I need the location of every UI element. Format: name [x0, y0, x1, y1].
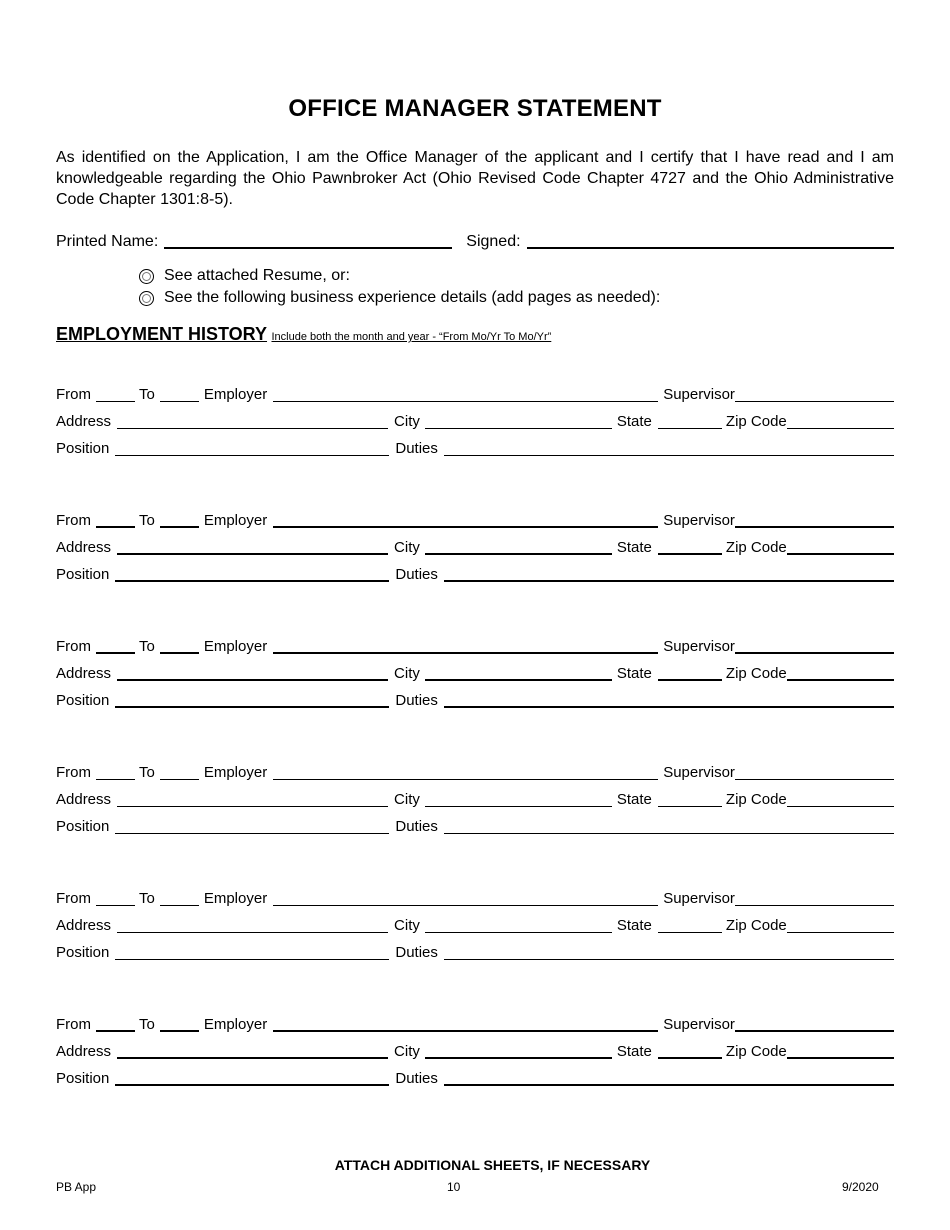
to-label: To — [139, 638, 155, 655]
from-label: From — [56, 764, 91, 781]
employer-field[interactable] — [273, 1030, 658, 1032]
city-field[interactable] — [425, 806, 612, 807]
position-label: Position — [56, 818, 110, 835]
employer-label: Employer — [203, 1016, 268, 1033]
from-label: From — [56, 1016, 91, 1033]
footer-date: 9/2020 — [842, 1180, 879, 1194]
city-label: City — [394, 917, 420, 934]
supervisor-label: Supervisor — [663, 512, 735, 529]
employment-row-address — [56, 409, 894, 431]
employment-row-dates — [56, 886, 894, 908]
employment-history-heading — [56, 324, 551, 345]
position-field[interactable] — [115, 455, 389, 456]
footer-form-name: PB App — [56, 1180, 97, 1194]
city-field[interactable] — [425, 932, 612, 933]
state-label: State — [616, 917, 652, 934]
from-field[interactable] — [96, 652, 135, 654]
state-field[interactable] — [658, 932, 722, 933]
option-experience-label: See the following business experience details (add pages as needed): — [164, 289, 661, 306]
city-label: City — [394, 539, 420, 556]
duties-label: Duties — [395, 440, 438, 457]
city-label: City — [394, 665, 420, 682]
duties-field[interactable] — [444, 959, 894, 960]
employment-row-dates — [56, 382, 894, 404]
state-field[interactable] — [658, 428, 722, 429]
state-label: State — [616, 413, 652, 430]
position-label: Position — [56, 692, 110, 709]
zip-code-label: Zip Code — [725, 791, 787, 808]
radio-resume[interactable] — [139, 269, 154, 284]
employment-row-address — [56, 787, 894, 809]
duties-field[interactable] — [444, 455, 894, 456]
address-label: Address — [56, 1043, 112, 1060]
zip-code-field[interactable] — [787, 1057, 894, 1059]
state-label: State — [616, 539, 652, 556]
zip-code-field[interactable] — [787, 428, 894, 429]
signed-label: Signed: — [466, 233, 521, 250]
employment-row-address — [56, 661, 894, 683]
signature-row — [56, 229, 894, 251]
certification-paragraph: As identified on the Application, I am the Office Manager of the applicant and I certify that I have read and I am knowledgeable regarding the Ohio Pawnbroker Act (Ohio Revised Code Chapter 4727 and the Ohio Administrative Code Chapter 1301:8-5). — [56, 149, 894, 208]
page-title: OFFICE MANAGER STATEMENT — [288, 95, 662, 122]
from-field[interactable] — [96, 905, 135, 906]
zip-code-label: Zip Code — [725, 917, 787, 934]
city-field[interactable] — [425, 1057, 612, 1059]
address-label: Address — [56, 917, 112, 934]
state-field[interactable] — [658, 679, 722, 681]
employment-row-dates — [56, 508, 894, 530]
to-field[interactable] — [160, 401, 199, 402]
employer-label: Employer — [203, 890, 268, 907]
employment-row-position — [56, 1066, 894, 1088]
address-label: Address — [56, 539, 112, 556]
employment-row-position — [56, 436, 894, 458]
to-label: To — [139, 386, 155, 403]
employer-label: Employer — [203, 512, 268, 529]
zip-code-label: Zip Code — [725, 665, 787, 682]
state-label: State — [616, 665, 652, 682]
to-label: To — [139, 1016, 155, 1033]
state-field[interactable] — [658, 806, 722, 807]
supervisor-field[interactable] — [735, 1030, 894, 1032]
from-field[interactable] — [96, 401, 135, 402]
city-field[interactable] — [425, 428, 612, 429]
signature-field[interactable] — [527, 247, 894, 249]
employment-row-dates — [56, 634, 894, 656]
supervisor-field[interactable] — [735, 652, 894, 654]
employment-row-position — [56, 688, 894, 710]
address-field[interactable] — [117, 806, 388, 807]
city-label: City — [394, 1043, 420, 1060]
position-label: Position — [56, 1070, 110, 1087]
address-label: Address — [56, 791, 112, 808]
duties-label: Duties — [395, 944, 438, 961]
to-field[interactable] — [160, 652, 199, 654]
employment-row-position — [56, 562, 894, 584]
employer-label: Employer — [203, 764, 268, 781]
duties-field[interactable] — [444, 580, 894, 582]
employment-row-address — [56, 913, 894, 935]
employment-heading-text: EMPLOYMENT HISTORY — [56, 324, 268, 344]
address-label: Address — [56, 665, 112, 682]
position-label: Position — [56, 566, 110, 583]
address-field[interactable] — [117, 1057, 388, 1059]
position-field[interactable] — [115, 706, 389, 708]
employment-row-dates — [56, 1012, 894, 1034]
zip-code-field[interactable] — [787, 553, 894, 555]
to-label: To — [139, 512, 155, 529]
supervisor-field[interactable] — [735, 905, 894, 906]
duties-label: Duties — [395, 692, 438, 709]
position-field[interactable] — [115, 833, 389, 834]
duties-label: Duties — [395, 1070, 438, 1087]
employment-row-dates — [56, 760, 894, 782]
supervisor-label: Supervisor — [663, 1016, 735, 1033]
supervisor-field[interactable] — [735, 779, 894, 780]
footer-page-number: 10 — [447, 1180, 461, 1194]
printed-name-label: Printed Name: — [56, 233, 159, 250]
duties-field[interactable] — [444, 1084, 894, 1086]
duties-field[interactable] — [444, 706, 894, 708]
from-label: From — [56, 386, 91, 403]
state-field[interactable] — [658, 1057, 722, 1059]
from-field[interactable] — [96, 779, 135, 780]
option-resume-label: See attached Resume, or: — [164, 267, 350, 284]
to-field[interactable] — [160, 779, 199, 780]
address-field[interactable] — [117, 932, 388, 933]
duties-field[interactable] — [444, 833, 894, 834]
option-resume[interactable] — [139, 266, 350, 286]
supervisor-field[interactable] — [735, 526, 894, 528]
supervisor-label: Supervisor — [663, 638, 735, 655]
position-field[interactable] — [115, 1084, 389, 1086]
supervisor-label: Supervisor — [663, 890, 735, 907]
employer-field[interactable] — [273, 652, 658, 654]
from-label: From — [56, 890, 91, 907]
zip-code-field[interactable] — [787, 679, 894, 681]
employer-field[interactable] — [273, 779, 658, 780]
from-label: From — [56, 512, 91, 529]
employment-row-position — [56, 940, 894, 962]
employment-subheading-text: Include both the month and year - “From Mo/Yr To Mo/Yr” — [271, 331, 552, 343]
zip-code-label: Zip Code — [725, 1043, 787, 1060]
employment-row-address — [56, 1039, 894, 1061]
from-field[interactable] — [96, 1030, 135, 1032]
attach-sheets-note: ATTACH ADDITIONAL SHEETS, IF NECESSARY — [334, 1157, 651, 1173]
city-field[interactable] — [425, 679, 612, 681]
employment-row-address — [56, 535, 894, 557]
employer-label: Employer — [203, 386, 268, 403]
state-label: State — [616, 1043, 652, 1060]
supervisor-field[interactable] — [735, 401, 894, 402]
state-field[interactable] — [658, 553, 722, 555]
to-field[interactable] — [160, 905, 199, 906]
address-field[interactable] — [117, 428, 388, 429]
to-label: To — [139, 764, 155, 781]
address-field[interactable] — [117, 553, 388, 555]
option-experience-details[interactable] — [139, 288, 660, 308]
duties-label: Duties — [395, 818, 438, 835]
position-field[interactable] — [115, 580, 389, 582]
zip-code-label: Zip Code — [725, 539, 787, 556]
position-field[interactable] — [115, 959, 389, 960]
employer-field[interactable] — [273, 526, 658, 528]
printed-name-field[interactable] — [164, 247, 452, 249]
employment-row-position — [56, 814, 894, 836]
city-label: City — [394, 413, 420, 430]
to-field[interactable] — [160, 526, 199, 528]
to-field[interactable] — [160, 1030, 199, 1032]
from-label: From — [56, 638, 91, 655]
employer-label: Employer — [203, 638, 268, 655]
zip-code-field[interactable] — [787, 932, 894, 933]
to-label: To — [139, 890, 155, 907]
employer-field[interactable] — [273, 401, 658, 402]
address-field[interactable] — [117, 679, 388, 681]
state-label: State — [616, 791, 652, 808]
duties-label: Duties — [395, 566, 438, 583]
zip-code-label: Zip Code — [725, 413, 787, 430]
zip-code-field[interactable] — [787, 806, 894, 807]
employer-field[interactable] — [273, 905, 658, 906]
position-label: Position — [56, 440, 110, 457]
supervisor-label: Supervisor — [663, 764, 735, 781]
from-field[interactable] — [96, 526, 135, 528]
city-field[interactable] — [425, 553, 612, 555]
radio-experience-details[interactable] — [139, 291, 154, 306]
position-label: Position — [56, 944, 110, 961]
city-label: City — [394, 791, 420, 808]
supervisor-label: Supervisor — [663, 386, 735, 403]
address-label: Address — [56, 413, 112, 430]
